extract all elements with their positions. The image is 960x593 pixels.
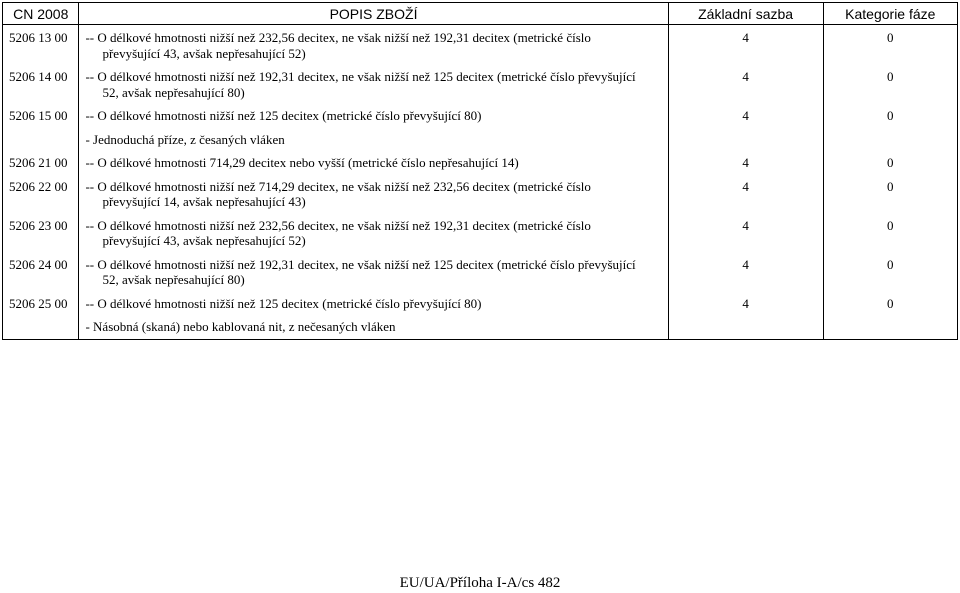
description-continuation: 52, avšak nepřesahující 80): [102, 84, 245, 100]
base-rate-cell: 4: [668, 103, 823, 127]
staging-category-cell: 0: [823, 64, 957, 103]
cn-code-cell: 5206 22 00: [3, 174, 79, 213]
cn-code-cell: 5206 24 00: [3, 252, 79, 291]
table-row: [3, 213, 958, 252]
header-cn-code: CN 2008: [3, 3, 79, 25]
description-text: -- O délkové hmotnosti nižší než 192,31 decitex, ne však nižší než 125 decitex (metrické číslo převyšující: [85, 69, 636, 84]
cn-code-cell: 5206 21 00: [3, 150, 79, 174]
table-row: [3, 64, 958, 103]
description-text: -- O délkové hmotnosti nižší než 232,56 decitex, ne však nižší než 192,31 decitex (metrické číslo: [85, 217, 591, 233]
staging-category-cell: [823, 127, 957, 151]
staging-category-cell: [823, 314, 957, 339]
header-description: POPIS ZBOŽÍ: [79, 3, 668, 25]
base-rate-cell: 4: [668, 291, 823, 315]
cn-code-cell: 5206 25 00: [3, 291, 79, 315]
staging-category-cell: 0: [823, 25, 957, 65]
table-row: [3, 314, 958, 339]
staging-category-cell: 0: [823, 150, 957, 174]
table-body: [3, 25, 958, 340]
page-footer-reference: EU/UA/Příloha I-A/cs 482: [399, 575, 561, 591]
description-cell: [79, 103, 668, 127]
description-continuation: převyšující 14, avšak nepřesahující 43): [102, 194, 306, 209]
table-row: [3, 150, 958, 174]
base-rate-cell: 4: [668, 25, 823, 65]
header-base-rate: Základní sazba: [668, 3, 823, 25]
cn-code-cell: [3, 127, 79, 151]
description-cell: [79, 150, 668, 174]
description-text: - Násobná (skaná) nebo kablovaná nit, z nečesaných vláken: [85, 319, 396, 334]
table-row: [3, 291, 958, 315]
description-cell: [79, 25, 668, 65]
description-text: -- O délkové hmotnosti nižší než 125 decitex (metrické číslo převyšující 80): [85, 295, 482, 311]
base-rate-cell: [668, 314, 823, 339]
table-row: [3, 103, 958, 127]
description-text: -- O délkové hmotnosti nižší než 125 decitex (metrické číslo převyšující 80): [85, 108, 482, 123]
cn-code-cell: 5206 14 00: [3, 64, 79, 103]
base-rate-cell: 4: [668, 150, 823, 174]
base-rate-cell: 4: [668, 174, 823, 213]
description-continuation: převyšující 43, avšak nepřesahující 52): [102, 233, 306, 248]
staging-category-cell: 0: [823, 291, 957, 315]
staging-category-cell: 0: [823, 252, 957, 291]
description-cell: [79, 127, 668, 151]
description-text: -- O délkové hmotnosti nižší než 714,29 decitex, ne však nižší než 232,56 decitex (metrické číslo: [85, 178, 591, 194]
tariff-table: [2, 2, 958, 340]
description-text: - Jednoduchá příze, z česaných vláken: [85, 131, 285, 147]
staging-category-cell: 0: [823, 174, 957, 213]
description-cell: [79, 252, 668, 291]
header-staging-category: Kategorie fáze: [823, 3, 957, 25]
base-rate-cell: [668, 127, 823, 151]
base-rate-cell: 4: [668, 64, 823, 103]
table-row: [3, 252, 958, 291]
table-row: [3, 25, 958, 65]
cn-code-cell: 5206 13 00: [3, 25, 79, 65]
cn-code-cell: [3, 314, 79, 339]
tariff-document: [2, 2, 958, 340]
base-rate-cell: 4: [668, 213, 823, 252]
description-continuation: 52, avšak nepřesahující 80): [102, 272, 245, 287]
description-cell: [79, 314, 668, 339]
table-row: [3, 174, 958, 213]
table-header-row: [3, 3, 958, 25]
description-text: -- O délkové hmotnosti 714,29 decitex nebo vyšší (metrické číslo nepřesahující 14): [85, 155, 519, 170]
description-cell: [79, 64, 668, 103]
description-text: -- O délkové hmotnosti nižší než 232,56 decitex, ne však nižší než 192,31 decitex (metrické číslo: [85, 30, 591, 45]
description-cell: [79, 213, 668, 252]
base-rate-cell: 4: [668, 252, 823, 291]
cn-code-cell: 5206 23 00: [3, 213, 79, 252]
cn-code-cell: 5206 15 00: [3, 103, 79, 127]
description-cell: [79, 174, 668, 213]
staging-category-cell: 0: [823, 213, 957, 252]
description-cell: [79, 291, 668, 315]
description-continuation: převyšující 43, avšak nepřesahující 52): [102, 45, 306, 61]
table-row: [3, 127, 958, 151]
staging-category-cell: 0: [823, 103, 957, 127]
description-text: -- O délkové hmotnosti nižší než 192,31 decitex, ne však nižší než 125 decitex (metrické číslo převyšující: [85, 256, 636, 272]
